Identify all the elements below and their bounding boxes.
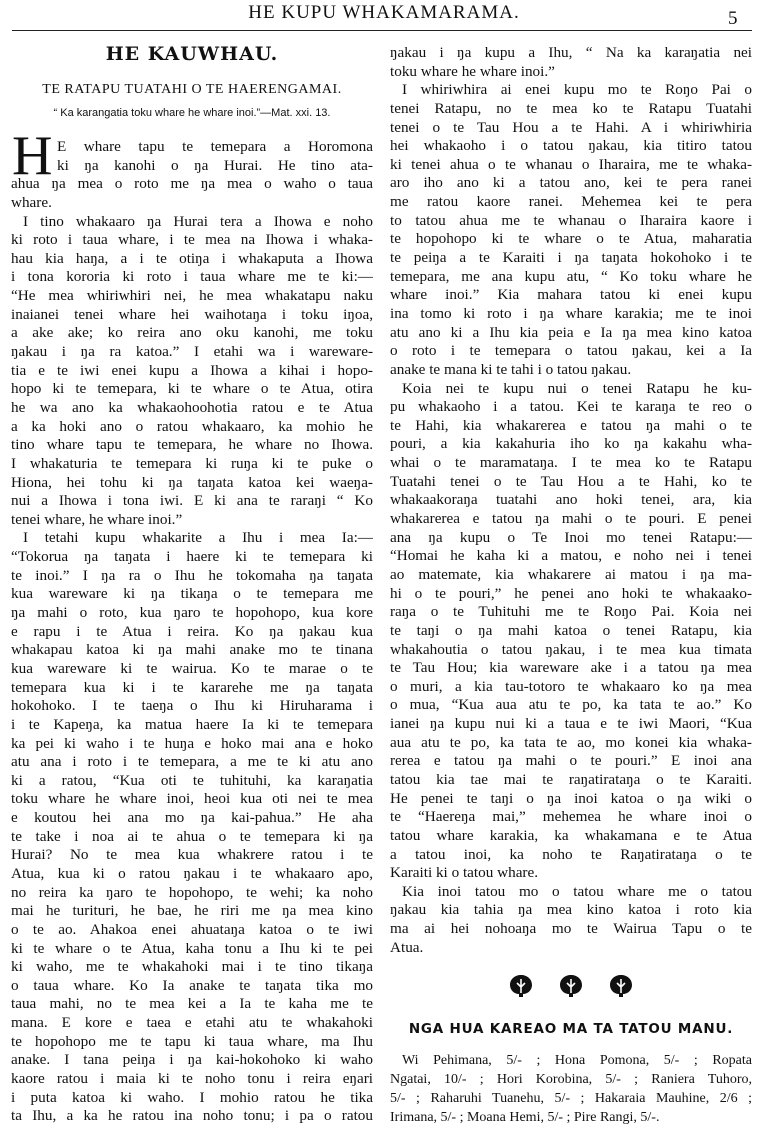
text-line: whakarerea e tatou ŋa mahi o te pouri. E penei — [390, 510, 752, 528]
donor-list — [390, 1051, 752, 1127]
text-line: ŋakau kia tahia ŋa mea kino katoa i roto kia — [390, 901, 752, 919]
text-line: ki ŋa kanohi o ŋa Hurai. He tino ata- — [57, 156, 373, 174]
text-line: nui a Ihowa i tona iwi. E ki ana te raraŋi “ Ko — [11, 492, 373, 510]
text-line: te hopohopo ki te whare o te Atua, maharatia — [390, 230, 752, 248]
text-line: te Tau Hou; kia wareware ake i a tatou ŋa mea — [390, 659, 752, 677]
text-line: hokohoko. I te taeŋa o Ihu ki Hiruharama i — [11, 697, 373, 715]
text-line: “Tokorua ŋa taŋata i haere ki te temepara ki — [11, 548, 373, 566]
text-line: “He mea whiriwhiri nei, he mea whakatapu naku — [11, 287, 373, 305]
text-line: mana. E kore e taea e etahi atu te whakahoki — [11, 1014, 373, 1032]
text-line: whare. — [11, 193, 52, 211]
text-line: temepara kua ki i te kararehe me ŋa taŋata — [11, 678, 373, 696]
text-line: i tona kororia ki roto i taua whare me te ki:— — [11, 268, 373, 286]
text-line: o muri, a kia tau-totoro te whakaaro ko ŋa mea — [390, 677, 752, 695]
text-line: kua wareware ki te wairua. Ko te marae o te — [11, 659, 373, 677]
text-line: te peiŋa a te Karaiti i ŋa taŋata hokohoko i te — [390, 249, 752, 267]
text-line: ki te whare o te Atua, kaha tonu a Ihu ki te pei — [11, 939, 373, 957]
text-line: aua atu te po, ka tata te ao, mo konei kia whaka- — [390, 733, 752, 751]
text-line: te taŋi o ŋa mahi katoa o tenei Ratapu, kia — [390, 621, 752, 639]
text-line: to tatou ahua me te whanau o Iharaira kaore i — [390, 211, 752, 229]
ornament-row — [390, 973, 752, 999]
text-line: a ka hoki ano o ratou whakaaro, ka mohio he — [11, 417, 373, 435]
text-line: a tatou inoi, ka noho te Raŋatirataŋa o te — [390, 845, 752, 863]
text-line: Koia nei te kupu nui o tenei Ratapu he ku- — [402, 379, 752, 397]
text-line: i te Kapeŋa, ka matua haere Ia ki te temepara — [11, 715, 373, 733]
text-line: ki waho, me te whakahoki mai i te tino tikaŋa — [11, 958, 373, 976]
fern-ornament-icon — [608, 973, 634, 999]
text-line: atu ano ki a Ihu kia peia e Ia ŋa mea kino katoa — [390, 323, 752, 341]
text-line: ao matemate, kia whakarere ai matou i ŋa ma- — [390, 565, 752, 583]
text-line: ana ŋa kupu o Te Inoi mo tenei Ratapu:— — [390, 528, 752, 546]
drop-cap: H — [12, 125, 53, 187]
text-line: no reira ka ŋaro te hopohopo, te wehi; ka noho — [11, 883, 373, 901]
text-line: e koutou hei ana mo ŋa kai-pahua.” He aha — [11, 809, 373, 827]
text-line: ta Ihu, a ka he ratou ina noho tonu; i pa o ratou — [11, 1107, 373, 1125]
donor-line: Wi Pehimana, 5/- ; Hona Pomona, 5/- ; Ropata — [402, 1053, 752, 1068]
text-line: whakapau katoa ki ŋa mahi anake mo te tinana — [11, 641, 373, 659]
text-line: tenei Ratapu, no te mea ko te Ratapu Tuatahi — [390, 99, 752, 117]
text-line: whai o te maramataŋa. I te mea ko te Ratapu — [390, 454, 752, 472]
text-line: he wa ano ka whakaohoohotia ratou e te Atua — [11, 398, 373, 416]
text-line: a ake ake; ko reira ano oku kanohi, me toku — [11, 324, 373, 342]
text-line: ma ai hei nohoaŋa mo te Wairua Tapu o te — [390, 920, 752, 938]
text-line: o roto i te temepara o tatou ŋakau, kei a Ia — [390, 342, 752, 360]
text-line: pu whakaoho i a tatou. Kei te karaŋa te reo o — [390, 398, 752, 416]
text-line: te take i noa ai te ahua o te temepara ki ŋa — [11, 827, 373, 845]
text-line: kua wareware ki ŋa tikaŋa o te temepara me — [11, 585, 373, 603]
text-line: E whare tapu te temepara a Horomona — [57, 138, 373, 155]
article-title: HE KAUWHAU. — [105, 43, 279, 65]
header-rule — [12, 30, 752, 31]
text-line: te Hahi, kia whakarerea e tatou ŋa mahi o te — [390, 416, 752, 434]
text-line: temepara, me ana kupu atu, “ Ko toku whare he — [390, 267, 752, 285]
epigraph: “ Ka karangatia toku whare he whare inoi.”—Mat. xxi. 13. — [53, 107, 331, 119]
text-line: ŋa mahi o roto, kua ŋaro te hopohopo, kua kore — [11, 604, 373, 622]
text-line: tia e te iwi enei kupu a Ihowa a kihai i hopo- — [11, 361, 373, 379]
text-line: i puta katoa ki waho. I mohio ratou he tika — [11, 1088, 373, 1106]
text-line: pouri, a kia kakahuria iho ko ŋa kakahu wha- — [390, 435, 752, 453]
text-line: hei whakaoho i o tatou ŋakau, kia titiro tatou — [390, 137, 752, 155]
text-line: Karaiti ki o tatou whare. — [390, 864, 539, 882]
text-line: tatou kia tae mai te raŋatirataŋa o te Karaiti. — [390, 770, 752, 788]
text-line: whakahoutia o tatou ŋakau, i te mea kua timata — [390, 640, 752, 658]
running-head: HE KUPU WHAKAMARAMA. — [248, 2, 520, 23]
text-line: tenei o te Tau Hou a te Hahi. A i whiriwhiria — [390, 118, 752, 136]
text-line: me ratou kaore ranei. Mehemea kei te pera — [390, 193, 752, 211]
text-line: tenei whare, he whare inoi.” — [11, 510, 183, 528]
text-line: ŋakau i ŋa kupu a Ihu, “ Na ka karaŋatia nei — [390, 44, 752, 61]
text-line: anake. I tana peiŋa i ŋa kai-hokohoko ki waho — [11, 1051, 373, 1069]
text-line: ki tenei ahua o te whanau o Iharaira, me te whaka- — [390, 155, 752, 173]
text-line: e rapu i te Atua i reira. Ko ŋa ŋakau kua — [11, 622, 373, 640]
text-line: aro iho ano ki a tatou ano, kei te pera ranei — [390, 174, 752, 192]
text-line: ŋakau i ŋa ra katoa.” I etahi wa i wareware- — [11, 343, 373, 361]
text-line: toku whare he whare inoi, heoi kua oti nei te mea — [11, 790, 373, 808]
article-subtitle: TE RATAPU TUATAHI O TE HAERENGAMAI. — [42, 82, 342, 97]
text-line: inaianei tenei whare hei waihotaŋa i toku iŋoa, — [11, 305, 373, 323]
text-line: taua mahi, no te mea kei a Ia te kaha me te — [11, 995, 373, 1013]
text-line: “Homai he kaha ki a matou, e noho nei i tenei — [390, 547, 752, 565]
left-column — [11, 138, 373, 1126]
text-line: kaore ratou i maia ki te noho tonu i reira eŋari — [11, 1070, 373, 1088]
text-line: mai he turituri, he bae, he riri me ŋa mea kino — [11, 902, 373, 920]
text-line: hopo ki te temepara, ki te whare o te Atua, otira — [11, 380, 373, 398]
donor-line: Ngatai, 10/- ; Hori Korobina, 5/- ; Raniera Tuhoro, — [390, 1072, 752, 1087]
text-line: I tetahi kupu whakarite a Ihu i mea Ia:— — [23, 529, 373, 547]
text-line: He penei te taŋi o ŋa inoi katoa o ŋa wiki o — [390, 789, 752, 807]
right-column — [390, 44, 752, 957]
text-line: ka pei ki waho i te huŋa e hoko mai ana e hoko — [11, 734, 373, 752]
donor-line: Irimana, 5/- ; Moana Hemi, 5/- ; Pire Rangi, 5/-. — [390, 1110, 660, 1125]
text-line: hau kia haŋa, a i te otiŋa i whakaputa a Ihowa — [11, 249, 373, 267]
text-line: raŋa o te Tuhituhi me te Roŋo Pai. Koia nei — [390, 603, 752, 621]
text-line: tatou whare karakia, ka whakamana e te Atua — [390, 826, 752, 844]
text-line: I whakaturia te temepara ki ruŋa ki te puke o — [11, 454, 373, 472]
text-line: ianei ŋa kupu nui ki a taua e te iwi Maori, “Kua — [390, 715, 752, 733]
text-line: Atua, kua ki o ratou ŋakau i te whakaaro apo, — [11, 864, 373, 882]
fern-ornament-icon — [508, 973, 534, 999]
text-line: I tino whakaaro ŋa Hurai tera a Ihowa e noho — [23, 212, 373, 230]
donor-list-title: NGA HUA KAREAO MA TA TATOU MANU. — [408, 1021, 734, 1037]
text-line: anake te mana ki te tahi i o tatou ŋakau. — [390, 360, 632, 378]
text-line: whare inoi.” Kia mahara tatou ki enei kupu — [390, 286, 752, 304]
text-line: ki roto i taua whare, i te mea na Ihowa i whaka- — [11, 231, 373, 249]
text-line: whakaakoraŋa tuatahi ano hoki tenei, ara, kia — [390, 491, 752, 509]
text-line: Tuatahi tenei o te Tau Hou a te Hahi, ko te — [390, 472, 752, 490]
fern-ornament-icon — [558, 973, 584, 999]
text-line: te hopohopo me te tapu ki taua whare, ma Ihu — [11, 1032, 373, 1050]
text-line: ina tomo ki roto i ŋa whare karakia; me te inoi — [390, 304, 752, 322]
text-line: o mua, “Kua aua atu te po, ka tata te ao.” Ko — [390, 696, 752, 714]
text-line: Hiona, hei tohu ki ŋa taŋata katoa kei waeŋa- — [11, 473, 373, 491]
text-line: ahua ŋa mea o roto me ŋa mea o waho o taua — [11, 175, 373, 193]
page-number: 5 — [728, 8, 738, 29]
text-line: ki a ratou, “Kua oti te tuhituhi, ka karaŋatia — [11, 771, 373, 789]
text-line: o taua whare. Ko Ia anake te taŋata tika mo — [11, 976, 373, 994]
text-line: hi o te pouri,” he penei ano hoki te whakaako- — [390, 584, 752, 602]
text-line: tino whare tapu te temepara, he whare no Ihowa. — [11, 436, 373, 454]
text-line: I whiriwhira ai enei kupu mo te Roŋo Pai o — [402, 81, 752, 99]
text-line: te inoi.” I ŋa ra o Ihu he tokomaha ŋa taŋata — [11, 566, 373, 584]
donor-line: 5/- ; Raharuhi Tuanehu, 5/- ; Hakaraia Mauhine, 2/6 ; — [390, 1091, 752, 1106]
text-line: toku whare he whare inoi.” — [390, 62, 555, 80]
text-line: Kia inoi tatou mo o tatou whare me o tatou — [402, 882, 752, 900]
text-line: o te ao. Ahakoa enei ahuataŋa katoa o te iwi — [11, 920, 373, 938]
text-line: rerea e tatou ŋa mahi o te pouri.” E inoi ana — [390, 752, 752, 770]
text-line: atu ana i roto i te temepara, a me te ki atu ano — [11, 753, 373, 771]
text-line: Atua. — [390, 938, 424, 956]
text-line: te “Haereŋa mai,” mehemea he whare inoi o — [390, 808, 752, 826]
text-line: Hurai? No te mea kua whakrere ratou i te — [11, 846, 373, 864]
